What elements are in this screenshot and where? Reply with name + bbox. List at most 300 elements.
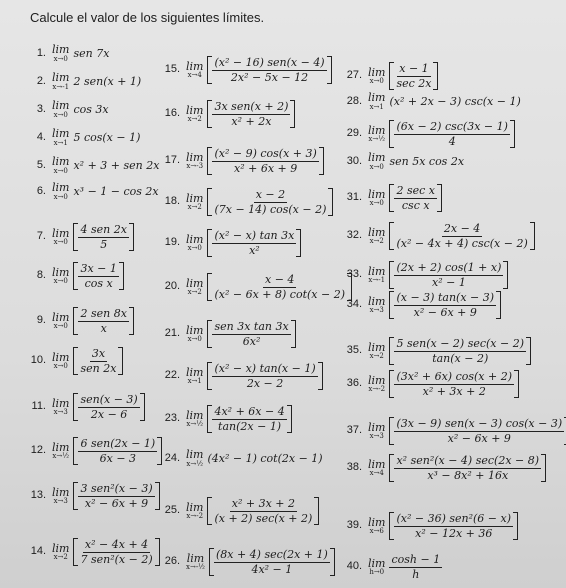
limit-subscript: x→1 xyxy=(53,138,68,147)
bracket-group xyxy=(207,56,331,84)
fraction-numerator: 4x² + 6x − 4 xyxy=(214,405,285,418)
limit-operator xyxy=(52,543,69,562)
limit-operator xyxy=(186,234,203,253)
problem-number: 29. xyxy=(346,127,362,140)
limit-operator xyxy=(52,312,69,331)
limit-word: lim xyxy=(186,59,204,73)
problem-item xyxy=(28,437,162,465)
problem-number: 30. xyxy=(346,154,362,167)
fraction-numerator: x − 4 xyxy=(265,273,295,286)
problem-item xyxy=(28,182,159,201)
bracket-group xyxy=(73,538,159,566)
problem-item xyxy=(344,152,464,171)
limit-word: lim xyxy=(368,556,386,570)
limit-operator xyxy=(186,502,203,521)
limit-expression: sen 7x xyxy=(73,46,110,60)
fraction-denominator: x² − 6x + 9 xyxy=(447,431,511,445)
fraction xyxy=(78,224,128,250)
fraction-numerator: x − 1 xyxy=(399,62,429,75)
limit-subscript: x→0 xyxy=(369,199,384,208)
bracket-group xyxy=(73,223,133,251)
limit-word: lim xyxy=(52,226,70,240)
fraction-denominator: 4x² − 1 xyxy=(251,562,293,576)
limit-subscript: x→0 xyxy=(369,77,384,86)
fraction-denominator: sec 2x xyxy=(396,76,432,90)
bracket-group xyxy=(209,548,335,576)
limit-word: lim xyxy=(52,71,70,84)
fraction xyxy=(78,348,118,374)
problem-item xyxy=(344,92,521,111)
problem-item xyxy=(28,72,141,91)
fraction xyxy=(214,549,330,575)
bracket-group xyxy=(73,307,133,335)
problem-item xyxy=(344,120,515,148)
problem-number: 20. xyxy=(164,280,180,293)
bracket-group xyxy=(207,405,291,433)
bracket-group xyxy=(73,393,144,421)
problem-item xyxy=(162,273,352,301)
fraction-denominator: 6x² xyxy=(242,334,261,348)
fraction-numerator: x² + 3x + 2 xyxy=(231,497,295,510)
problem-item xyxy=(344,554,442,580)
fraction-numerator: (x² − 9) cos(x + 3) xyxy=(214,147,317,160)
limit-subscript: x→½ xyxy=(186,420,204,429)
limit-word: lim xyxy=(368,187,386,201)
fraction xyxy=(394,418,564,444)
fraction xyxy=(212,189,328,215)
limit-word: lim xyxy=(368,340,386,354)
problem-number: 8. xyxy=(36,269,46,282)
limit-operator xyxy=(368,67,385,86)
limit-subscript: x→-1 xyxy=(52,82,70,91)
problem-number: 14. xyxy=(30,545,46,558)
limit-subscript: x→2 xyxy=(187,203,202,212)
limit-subscript: x→-1 xyxy=(368,276,386,285)
problem-item xyxy=(344,261,508,289)
limit-word: lim xyxy=(368,264,386,278)
fraction-numerator: (x − 3) tan(x − 3) xyxy=(396,291,495,304)
bracket-group xyxy=(207,273,352,301)
limit-operator xyxy=(52,182,69,201)
limit-word: lim xyxy=(186,448,204,461)
limit-subscript: x→½ xyxy=(52,452,70,461)
bracket-group xyxy=(389,291,501,319)
limit-word: lim xyxy=(186,232,204,246)
limit-word: lim xyxy=(52,440,70,454)
problem-number: 1. xyxy=(36,46,46,59)
limit-operator xyxy=(186,410,203,429)
problem-number: 5. xyxy=(36,158,46,171)
limit-subscript: x→0 xyxy=(53,192,68,201)
fraction xyxy=(394,513,513,539)
limit-subscript: x→0 xyxy=(187,244,202,253)
bracket-group xyxy=(389,184,442,212)
fraction-numerator: 2x − 4 xyxy=(443,222,481,235)
limit-subscript: x→-2 xyxy=(368,385,386,394)
fraction-numerator: sen(x − 3) xyxy=(80,393,138,406)
bracket-group xyxy=(389,512,518,540)
limit-expression: (x² + 2x − 3) csc(x − 1) xyxy=(389,94,521,108)
limit-operator xyxy=(186,367,203,386)
fraction-numerator: (3x² + 6x) cos(x + 2) xyxy=(396,370,512,383)
problem-number: 35. xyxy=(346,344,362,357)
fraction-numerator: (8x + 4) sec(2x + 1) xyxy=(215,548,328,561)
fraction-numerator: (3x − 9) sen(x − 3) cos(x − 3) xyxy=(396,417,563,430)
limit-word: lim xyxy=(368,151,386,164)
limit-word: lim xyxy=(52,485,70,499)
problem-number: 34. xyxy=(346,298,362,311)
fraction xyxy=(389,554,442,580)
limit-word: lim xyxy=(186,551,205,565)
bracket-group xyxy=(389,370,519,398)
limit-operator xyxy=(186,193,203,212)
problem-number: 23. xyxy=(164,412,180,425)
limit-expression: cos 3x xyxy=(73,102,109,116)
limit-word: lim xyxy=(186,150,204,164)
problem-number: 21. xyxy=(164,327,180,340)
limit-operator xyxy=(368,517,385,536)
fraction-denominator: 6x − 3 xyxy=(99,451,137,465)
limit-word: lim xyxy=(186,191,204,205)
fraction-denominator: tan(x − 2) xyxy=(432,351,489,365)
fraction xyxy=(394,371,514,397)
fraction xyxy=(394,223,529,249)
fraction xyxy=(394,185,437,211)
problem-item xyxy=(344,370,519,398)
limit-word: lim xyxy=(368,91,386,104)
limit-subscript: x→0 xyxy=(369,162,384,171)
fraction-numerator: sen 3x tan 3x xyxy=(214,320,289,333)
limit-expression: (4x² − 1) cot(2x − 1) xyxy=(207,451,323,465)
fraction-denominator: sen 2x xyxy=(80,361,117,375)
limit-operator xyxy=(368,92,385,111)
limit-operator xyxy=(368,266,385,285)
fraction-numerator: x² sen²(x − 4) sec(2x − 8) xyxy=(396,454,540,467)
limit-expression: x² + 3 + sen 2x xyxy=(73,158,160,172)
fraction-numerator: (2x + 2) cos(1 + x) xyxy=(396,261,502,274)
fraction-denominator: 4 xyxy=(448,134,456,148)
limit-operator xyxy=(368,125,385,144)
limit-subscript: x→-½ xyxy=(186,563,205,572)
problem-item xyxy=(344,222,535,250)
bracket-group xyxy=(73,347,123,375)
fraction-numerator: (x² − 36) sen²(6 − x) xyxy=(396,512,512,525)
limit-operator xyxy=(186,61,203,80)
problem-number: 4. xyxy=(36,130,46,143)
fraction-numerator: x − 2 xyxy=(255,188,286,201)
fraction xyxy=(212,101,290,127)
bracket-group xyxy=(389,337,531,365)
limit-subscript: x→½ xyxy=(186,459,204,468)
fraction xyxy=(394,455,541,481)
fraction-denominator: 2x − 6 xyxy=(90,407,128,421)
fraction xyxy=(212,498,314,524)
bracket-group xyxy=(73,482,159,510)
limit-subscript: x→3 xyxy=(53,497,68,506)
fraction xyxy=(78,483,154,509)
problem-number: 18. xyxy=(164,195,180,208)
limit-word: lim xyxy=(368,420,386,434)
fraction xyxy=(212,148,318,174)
limit-word: lim xyxy=(52,265,70,279)
limit-operator xyxy=(368,459,385,478)
bracket-group xyxy=(207,100,295,128)
limit-expression: 2 sen(x + 1) xyxy=(73,74,142,88)
problem-number: 15. xyxy=(164,63,180,76)
limit-operator xyxy=(52,44,69,63)
limit-word: lim xyxy=(368,515,386,529)
fraction-denominator: (x² − 6x + 8) cot(x − 2) xyxy=(214,287,345,301)
limit-subscript: x→4 xyxy=(187,71,202,80)
limit-word: lim xyxy=(52,99,70,112)
limit-subscript: x→2 xyxy=(369,352,384,361)
limit-word: lim xyxy=(368,373,386,387)
fraction-numerator: x² − 4x + 4 xyxy=(84,538,149,551)
problem-item xyxy=(344,62,438,90)
problem-number: 2. xyxy=(36,74,46,87)
limit-operator xyxy=(368,342,385,361)
limit-subscript: x→-3 xyxy=(186,162,204,171)
limit-subscript: x→3 xyxy=(369,432,384,441)
problem-number: 3. xyxy=(36,102,46,115)
limit-operator xyxy=(186,325,203,344)
limit-operator xyxy=(186,152,203,171)
limit-subscript: x→-2 xyxy=(186,512,204,521)
bracket-group xyxy=(207,229,301,257)
limit-expression: sen 5x cos 2x xyxy=(389,154,465,168)
limit-subscript: x→2 xyxy=(187,115,202,124)
problem-item xyxy=(28,307,134,335)
fraction-numerator: (x² − 16) sen(x − 4) xyxy=(214,56,325,69)
limit-word: lim xyxy=(368,123,386,137)
bracket-group xyxy=(73,437,162,465)
problem-item xyxy=(344,337,531,365)
limit-subscript: x→0 xyxy=(53,362,68,371)
bracket-group xyxy=(207,362,322,390)
fraction-numerator: 2 sen 8x xyxy=(80,307,127,320)
fraction xyxy=(78,438,157,464)
problem-number: 32. xyxy=(346,229,362,242)
limit-subscript: x→6 xyxy=(369,527,384,536)
problem-item xyxy=(28,262,124,290)
limit-operator xyxy=(186,105,203,124)
problem-item xyxy=(28,223,134,251)
problem-number: 40. xyxy=(346,560,362,573)
problem-number: 33. xyxy=(346,268,362,281)
problem-item xyxy=(28,156,159,175)
problem-number: 19. xyxy=(164,236,180,249)
fraction xyxy=(394,292,496,318)
problem-item xyxy=(28,100,109,119)
fraction-numerator: (x² − x) tan(x − 1) xyxy=(214,362,316,375)
problem-number: 11. xyxy=(31,400,46,413)
limit-word: lim xyxy=(368,225,386,239)
problem-number: 38. xyxy=(346,461,362,474)
limit-subscript: x→0 xyxy=(53,277,68,286)
fraction xyxy=(394,63,433,89)
limit-subscript: x→3 xyxy=(53,408,68,417)
fraction-numerator: 4 sen 2x xyxy=(80,223,127,236)
limit-word: lim xyxy=(186,365,204,379)
limit-word: lim xyxy=(368,65,386,79)
bracket-group xyxy=(389,454,546,482)
limit-subscript: x→0 xyxy=(187,335,202,344)
problem-number: 31. xyxy=(346,191,362,204)
limit-operator xyxy=(368,558,385,577)
fraction-numerator: 3x sen(x + 2) xyxy=(214,100,289,113)
limit-subscript: x→0 xyxy=(53,166,68,175)
limit-operator xyxy=(368,296,385,315)
fraction-numerator: 6 sen(2x − 1) xyxy=(80,437,156,450)
limit-subscript: x→0 xyxy=(53,54,68,63)
limit-word: lim xyxy=(52,43,70,56)
problem-number: 7. xyxy=(36,230,46,243)
limit-operator xyxy=(368,189,385,208)
limit-expression: 5 cos(x − 1) xyxy=(73,130,141,144)
fraction-denominator: 5 xyxy=(100,237,108,251)
problem-item xyxy=(28,44,109,63)
limit-operator xyxy=(368,227,385,246)
problem-number: 37. xyxy=(346,424,362,437)
limit-word: lim xyxy=(52,181,70,194)
problem-number: 9. xyxy=(36,314,46,327)
bracket-group xyxy=(389,120,514,148)
limit-subscript: x→0 xyxy=(53,110,68,119)
limit-operator xyxy=(52,156,69,175)
limit-subscript: h→0 xyxy=(369,568,385,577)
problem-number: 24. xyxy=(164,451,180,464)
bracket-group xyxy=(389,261,508,289)
bracket-group xyxy=(389,222,534,250)
fraction xyxy=(212,321,290,347)
fraction xyxy=(78,308,128,334)
problem-item xyxy=(162,497,319,525)
problem-number: 13. xyxy=(30,489,46,502)
problem-item xyxy=(162,548,335,576)
fraction-denominator: x xyxy=(100,321,107,335)
limit-word: lim xyxy=(52,127,70,140)
fraction-numerator: 5 sen(x − 2) sec(x − 2) xyxy=(396,337,525,350)
problem-number: 28. xyxy=(346,94,362,107)
problem-item xyxy=(344,184,442,212)
fraction-numerator: (6x − 2) csc(3x − 1) xyxy=(396,120,508,133)
problem-item xyxy=(162,449,323,468)
limit-word: lim xyxy=(186,500,204,514)
fraction xyxy=(394,338,526,364)
fraction-denominator: 2x − 2 xyxy=(246,376,284,390)
limit-subscript: x→1 xyxy=(369,102,384,111)
fraction-denominator: tan(2x − 1) xyxy=(218,419,282,433)
fraction-denominator: x² + 3x + 2 xyxy=(422,384,486,398)
limit-subscript: x→0 xyxy=(53,238,68,247)
limit-word: lim xyxy=(52,541,70,555)
limit-word: lim xyxy=(186,323,204,337)
limit-operator xyxy=(368,152,385,171)
bracket-group xyxy=(389,62,438,90)
problem-item xyxy=(162,188,333,216)
limit-subscript: x→4 xyxy=(369,469,384,478)
problem-item xyxy=(344,512,518,540)
problem-item xyxy=(162,405,292,433)
fraction xyxy=(394,121,509,147)
problem-item xyxy=(28,128,140,147)
problem-number: 12. xyxy=(30,444,46,457)
problem-number: 17. xyxy=(164,154,180,167)
limit-subscript: x→2 xyxy=(53,553,68,562)
limit-operator xyxy=(368,422,385,441)
fraction-denominator: x² − 12x + 36 xyxy=(415,526,493,540)
problem-item xyxy=(28,393,145,421)
limit-word: lim xyxy=(186,103,204,117)
limit-operator xyxy=(186,449,203,468)
problem-number: 25. xyxy=(164,504,180,517)
bracket-group xyxy=(389,417,566,445)
bracket-group xyxy=(73,262,123,290)
limit-subscript: x→0 xyxy=(53,322,68,331)
limit-operator xyxy=(368,375,385,394)
limit-word: lim xyxy=(52,155,70,168)
limit-word: lim xyxy=(186,276,204,290)
bracket-group xyxy=(207,497,319,525)
problem-number: 26. xyxy=(164,555,180,568)
limit-word: lim xyxy=(368,294,386,308)
fraction-denominator: x² − 6x + 9 xyxy=(84,496,149,510)
problem-item xyxy=(162,56,332,84)
fraction xyxy=(78,263,118,289)
fraction xyxy=(394,262,503,288)
limit-operator xyxy=(52,228,69,247)
limit-subscript: x→1 xyxy=(187,377,202,386)
fraction xyxy=(212,274,347,300)
fraction-numerator: cosh − 1 xyxy=(391,553,441,566)
limit-word: lim xyxy=(186,408,204,422)
problem-item xyxy=(162,320,296,348)
problem-item xyxy=(162,362,323,390)
fraction-denominator: x² xyxy=(249,243,260,257)
limit-operator xyxy=(52,100,69,119)
problem-item xyxy=(162,100,295,128)
fraction-denominator: x³ − 8x² + 16x xyxy=(427,468,509,482)
problem-item xyxy=(344,454,546,482)
fraction-denominator: x² − 6x + 9 xyxy=(413,305,477,319)
problem-number: 22. xyxy=(164,369,180,382)
fraction-numerator: (x² − x) tan 3x xyxy=(214,229,295,242)
problem-number: 36. xyxy=(346,377,362,390)
fraction-denominator: (x + 2) sec(x + 2) xyxy=(214,511,313,525)
fraction-numerator: 3x xyxy=(91,347,106,360)
problem-item xyxy=(344,417,566,445)
bracket-group xyxy=(207,147,323,175)
limit-operator xyxy=(52,267,69,286)
limit-subscript: x→½ xyxy=(368,135,386,144)
fraction-denominator: 7 sen²(x − 2) xyxy=(80,552,153,566)
problem-number: 16. xyxy=(164,107,180,120)
limit-subscript: x→3 xyxy=(369,306,384,315)
limit-subscript: x→2 xyxy=(187,288,202,297)
fraction-denominator: h xyxy=(412,567,420,581)
problem-item xyxy=(162,229,301,257)
fraction-denominator: x² + 2x xyxy=(231,114,272,128)
problem-item xyxy=(28,482,160,510)
fraction xyxy=(212,57,326,83)
limit-word: lim xyxy=(52,350,70,364)
fraction-denominator: (x² − 4x + 4) csc(x − 2) xyxy=(396,236,528,250)
limit-operator xyxy=(52,128,69,147)
fraction-denominator: csc x xyxy=(401,198,430,212)
limit-operator xyxy=(52,352,69,371)
fraction xyxy=(78,394,139,420)
fraction-numerator: 3 sen²(x − 3) xyxy=(80,482,153,495)
